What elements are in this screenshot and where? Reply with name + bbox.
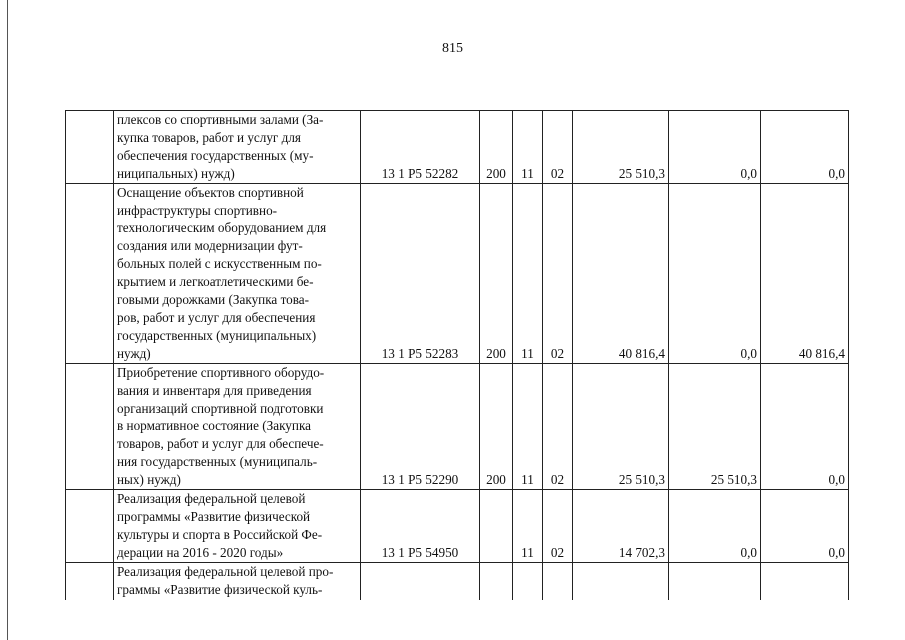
amount-cell: 14 702,3 [573,490,669,563]
amount-cell: 25 510,3 [573,363,669,489]
amount-cell: 0,0 [669,490,761,563]
target-article-code: 13 1 Р5 52282 [361,111,480,184]
page-edge-line [7,0,8,640]
section-code: 11 [513,490,543,563]
expense-type-code [480,490,513,563]
amount-cell: 40 816,4 [573,183,669,363]
description-cell: Приобретение спортивного оборудо- вания и инвентаря для приведения организаций спортивной подготовки в нормативное состояние (Закупка товаров, работ и услуг для обеспече- ния государственных (муниципаль- ных) нужд) [114,363,361,489]
subsection-code [543,562,573,600]
subsection-code: 02 [543,183,573,363]
target-article-code [361,562,480,600]
subsection-code: 02 [543,363,573,489]
amount-cell: 25 510,3 [573,111,669,184]
amount-cell: 25 510,3 [669,363,761,489]
description-cell: Оснащение объектов спортивной инфраструктуры спортивно- технологическим оборудованием для создания или модернизации фут- больных полей с искусственным по- крытием и легкоатлетическими бе- говыми дорожками (Закупка това- ров, работ и услуг для обеспечения государственных (муниципальных) нужд) [114,183,361,363]
expense-type-code: 200 [480,363,513,489]
expense-type-code: 200 [480,111,513,184]
description-cell: Реализация федеральной целевой программы «Развитие физической культуры и спорта в Российской Фе- дерации на 2016 - 2020 годы» [114,490,361,563]
target-article-code: 13 1 Р5 54950 [361,490,480,563]
amount-cell: 0,0 [761,111,849,184]
index-cell [66,183,114,363]
amount-cell: 0,0 [761,490,849,563]
section-code: 11 [513,363,543,489]
expense-type-code: 200 [480,183,513,363]
amount-cell [669,562,761,600]
section-code [513,562,543,600]
index-cell [66,363,114,489]
section-code: 11 [513,111,543,184]
expense-type-code [480,562,513,600]
section-code: 11 [513,183,543,363]
table-row [66,111,849,184]
index-cell [66,111,114,184]
table-row [66,183,849,363]
subsection-code: 02 [543,111,573,184]
page-number: 815 [442,41,463,56]
subsection-code: 02 [543,490,573,563]
amount-cell [573,562,669,600]
budget-table [65,110,849,600]
amount-cell: 0,0 [761,363,849,489]
index-cell [66,490,114,563]
index-cell [66,562,114,600]
table-row [66,363,849,489]
amount-cell: 0,0 [669,183,761,363]
amount-cell: 40 816,4 [761,183,849,363]
description-cell: Реализация федеральной целевой про- граммы «Развитие физической куль- [114,562,361,600]
amount-cell [761,562,849,600]
target-article-code: 13 1 Р5 52290 [361,363,480,489]
target-article-code: 13 1 Р5 52283 [361,183,480,363]
description-cell: плексов со спортивными залами (За- купка товаров, работ и услуг для обеспечения государственных (му- ниципальных) нужд) [114,111,361,184]
table-row [66,562,849,600]
amount-cell: 0,0 [669,111,761,184]
table-row [66,490,849,563]
